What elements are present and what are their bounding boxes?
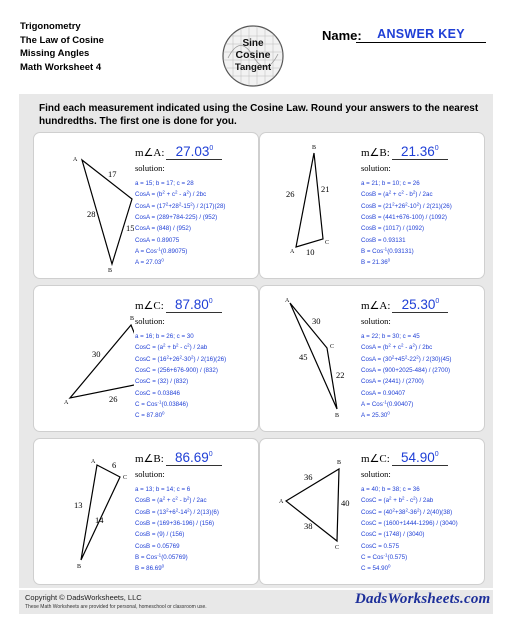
- solution-step: C = Cos$^{-1}$(0.03846): [135, 399, 189, 409]
- problem-card-4: [259, 285, 485, 432]
- side-label: 30: [312, 316, 321, 326]
- triangle-diagram: [260, 439, 360, 586]
- vertex-label: A: [279, 499, 284, 505]
- solution-step: CosA = $(b^2 + c^2 - a^2) / 2bc$: [361, 342, 433, 352]
- side-label: 14: [95, 515, 104, 525]
- solution-step: CosB = 0.05769: [135, 542, 180, 550]
- solution-step: A = Cos$^{-1}$(0.90407): [361, 399, 414, 409]
- degree-mark: 0: [434, 145, 439, 152]
- solution-step: CosB = (9) / (156): [135, 531, 185, 539]
- vertex-label: B: [130, 316, 134, 322]
- answer-value: 21.36: [400, 144, 435, 159]
- side-label: 26: [286, 189, 295, 199]
- name-label: Name:: [322, 28, 362, 43]
- angle-label: m∠C:: [135, 300, 164, 312]
- side-label: 40: [341, 498, 350, 508]
- solution-step: $B = 21.36^0$: [361, 257, 391, 267]
- vertex-label: A: [73, 157, 78, 163]
- problem-card-3: [33, 285, 259, 432]
- vertex-label: C: [330, 344, 335, 350]
- triangle-diagram: [34, 286, 134, 433]
- answer-value: 27.03: [175, 144, 210, 159]
- solution-steps: [361, 331, 451, 422]
- solution-steps: [361, 484, 458, 575]
- solution-label: solution:: [135, 163, 165, 173]
- problem-card-5: [33, 438, 259, 585]
- solution-step: CosA = $(17^2+28^2-15^2) / 2(17)(28)$: [135, 201, 226, 210]
- solution-step: CosC = $(40^2+38^2-36^2) / 2(40)(38)$: [361, 507, 453, 516]
- solution-step: CosA = $(30^2+45^2-22^2) / 2(30)(45)$: [361, 354, 452, 363]
- solution-step: CosB = (1017) / (1092): [361, 225, 425, 233]
- side-label: 30: [92, 349, 101, 359]
- side-label: 6: [112, 460, 117, 470]
- worksheet-body: [19, 94, 493, 588]
- degree-mark: 0: [208, 451, 213, 458]
- degree-mark: 0: [209, 145, 214, 152]
- answer-field[interactable]: [166, 141, 222, 160]
- instructions: Find each measurement indicated using the Cosine Law. Round your answers to the nearest hundredths. The first one is done for you.: [39, 103, 479, 127]
- copyright-text: Copyright © DadsWorksheets, LLC: [25, 593, 142, 602]
- answer-line: [361, 294, 448, 313]
- answer-value: 86.69: [174, 450, 209, 465]
- solution-step: $B = 86.69^0$: [135, 563, 165, 573]
- solution-step: CosB = 0.93131: [361, 236, 406, 244]
- disclaimer-text: These Math Worksheets are provided for personal, homeschool or classroom use.: [25, 604, 207, 610]
- side-label: 26: [109, 394, 118, 404]
- solution-step: CosC = (1600+1444-1296) / (3040): [361, 520, 458, 528]
- solution-step: CosC = 0.575: [361, 542, 400, 550]
- angle-label: m∠B:: [135, 453, 164, 465]
- solution-label: solution:: [135, 469, 165, 479]
- side-label: 38: [304, 521, 313, 531]
- solution-step: CosB = (169+36-196) / (156): [135, 520, 215, 528]
- solution-step: CosA = $(b^2 + c^2 - a^2) / 2bc$: [135, 189, 207, 199]
- side-label: 36: [304, 472, 313, 482]
- solution-step: CosC = $(a^2 + b^2 - c^2) / 2ab$: [135, 342, 208, 352]
- solution-step: a = 40; b = 38; c = 36: [361, 486, 420, 493]
- name-field[interactable]: ANSWER KEY: [356, 27, 486, 43]
- title-line: Missing Angles: [20, 48, 90, 59]
- brand-logo[interactable]: DadsWorksheets.com: [355, 591, 491, 607]
- logo-word-sine: Sine: [242, 38, 264, 49]
- solution-steps: [135, 484, 219, 575]
- solution-step: a = 16; b = 26; c = 30: [135, 333, 194, 340]
- solution-step: CosA = (2441) / (2700): [361, 378, 424, 386]
- solution-step: a = 21; b = 10; c = 26: [361, 180, 420, 187]
- solution-label: solution:: [361, 163, 391, 173]
- degree-mark: 0: [208, 298, 213, 305]
- vertex-label: B: [335, 413, 340, 419]
- triangle-diagram: [34, 439, 134, 586]
- solution-label: solution:: [361, 469, 391, 479]
- title-line: Math Worksheet 4: [20, 61, 102, 73]
- side-label: 15: [126, 223, 134, 233]
- solution-step: CosB = $(a^2 + c^2 - b^2) / 2ac$: [135, 495, 207, 505]
- answer-line: [361, 447, 448, 466]
- answer-value: 54.90: [400, 450, 435, 465]
- solution-step: CosA = (900+2025-484) / (2700): [361, 367, 451, 375]
- side-label: 17: [108, 169, 117, 179]
- logo-word-cosine: Cosine: [235, 49, 271, 61]
- solution-step: a = 13; b = 14; c = 6: [135, 486, 191, 493]
- vertex-label: A: [285, 298, 290, 304]
- problem-card-6: [259, 438, 485, 585]
- solution-step: CosB = $(a^2 + c^2 - b^2) / 2ac$: [361, 189, 433, 199]
- solution-steps: [135, 331, 226, 422]
- solution-step: CosA = 0.89075: [135, 236, 180, 244]
- solution-step: CosC = $(16^2+26^2-30^2) / 2(16)(26)$: [135, 354, 227, 363]
- answer-value: 87.80: [174, 297, 209, 312]
- solution-step: $C = 54.90^0$: [361, 563, 391, 573]
- vertex-label: B: [312, 145, 317, 151]
- vertex-label: C: [335, 545, 340, 551]
- solution-step: $C = 87.80^0$: [135, 410, 165, 420]
- triangle-diagram: [34, 133, 134, 280]
- solution-step: A = Cos$^{-1}$(0.89075): [135, 246, 188, 256]
- answer-field[interactable]: [166, 447, 222, 466]
- solution-step: CosC = (32) / (832): [135, 378, 189, 386]
- solution-step: CosA = 0.90407: [361, 389, 406, 397]
- title-line: Trigonometry: [20, 21, 81, 32]
- answer-field[interactable]: [392, 141, 448, 160]
- vertex-label: C: [123, 475, 128, 481]
- solution-step: C = Cos$^{-1}$(0.575): [361, 552, 408, 562]
- vertex-label: B: [77, 564, 82, 570]
- answer-field[interactable]: [392, 447, 448, 466]
- solution-step: CosB = $(13^2+6^2-14^2) / 2(13)(6)$: [135, 507, 219, 516]
- solution-step: CosC = 0.03846: [135, 389, 180, 397]
- solution-step: CosC = (1748) / (3040): [361, 531, 425, 539]
- answer-line: [135, 141, 222, 160]
- solution-step: B = Cos$^{-1}$(0.05769): [135, 552, 188, 562]
- solution-step: a = 22; b = 30; c = 45: [361, 333, 420, 340]
- worksheet-footer: [19, 590, 493, 614]
- vertex-label: A: [91, 459, 96, 465]
- solution-step: CosB = (441+676-100) / (1092): [361, 214, 447, 222]
- worksheet-title: [20, 20, 104, 74]
- solution-step: CosC = $(a^2 + b^2 - c^2) / 2ab$: [361, 495, 434, 505]
- side-label: 10: [306, 247, 315, 257]
- solution-step: CosC = (256+676-900) / (832): [135, 367, 218, 375]
- vertex-label: B: [337, 460, 342, 466]
- solution-step: CosB = $(21^2+26^2-10^2) / 2(21)(26)$: [361, 201, 452, 210]
- solution-step: CosA = (848) / (952): [135, 225, 191, 233]
- solution-label: solution:: [361, 316, 391, 326]
- solution-step: CosA = (289+784-225) / (952): [135, 214, 218, 222]
- vertex-label: B: [108, 268, 113, 274]
- answer-value: 25.30: [401, 297, 436, 312]
- side-label: 45: [299, 352, 308, 362]
- problem-card-2: [259, 132, 485, 279]
- solution-step: $A = 25.30^0$: [361, 410, 390, 420]
- degree-mark: 0: [434, 451, 439, 458]
- sine-cosine-tangent-logo: [218, 24, 288, 88]
- logo-word-tangent: Tangent: [234, 62, 272, 73]
- triangle-diagram: [260, 133, 360, 280]
- side-label: 28: [87, 209, 96, 219]
- answer-line: [361, 141, 448, 160]
- worksheet-header: [0, 0, 512, 92]
- solution-label: solution:: [135, 316, 165, 326]
- triangle-diagram: [260, 286, 360, 433]
- vertex-label: C: [325, 240, 330, 246]
- solution-steps: [135, 178, 225, 269]
- angle-label: m∠B:: [361, 147, 390, 159]
- angle-label: m∠A:: [361, 300, 391, 312]
- solution-step: $A = 27.03^0$: [135, 257, 164, 267]
- side-label: 13: [74, 500, 83, 510]
- vertex-label: A: [64, 400, 69, 406]
- angle-label: m∠C:: [361, 453, 390, 465]
- degree-mark: 0: [435, 298, 440, 305]
- side-label: 22: [336, 370, 345, 380]
- title-line: The Law of Cosine: [20, 34, 104, 46]
- solution-steps: [361, 178, 452, 269]
- answer-field[interactable]: [392, 294, 448, 313]
- answer-field[interactable]: [166, 294, 222, 313]
- angle-label: m∠A:: [135, 147, 165, 159]
- problem-card-1: [33, 132, 259, 279]
- answer-line: [135, 447, 222, 466]
- side-label: 21: [321, 184, 330, 194]
- solution-step: B = Cos$^{-1}$(0.93131): [361, 246, 414, 256]
- vertex-label: A: [290, 249, 295, 255]
- solution-step: a = 15; b = 17; c = 28: [135, 180, 194, 187]
- answer-line: [135, 294, 222, 313]
